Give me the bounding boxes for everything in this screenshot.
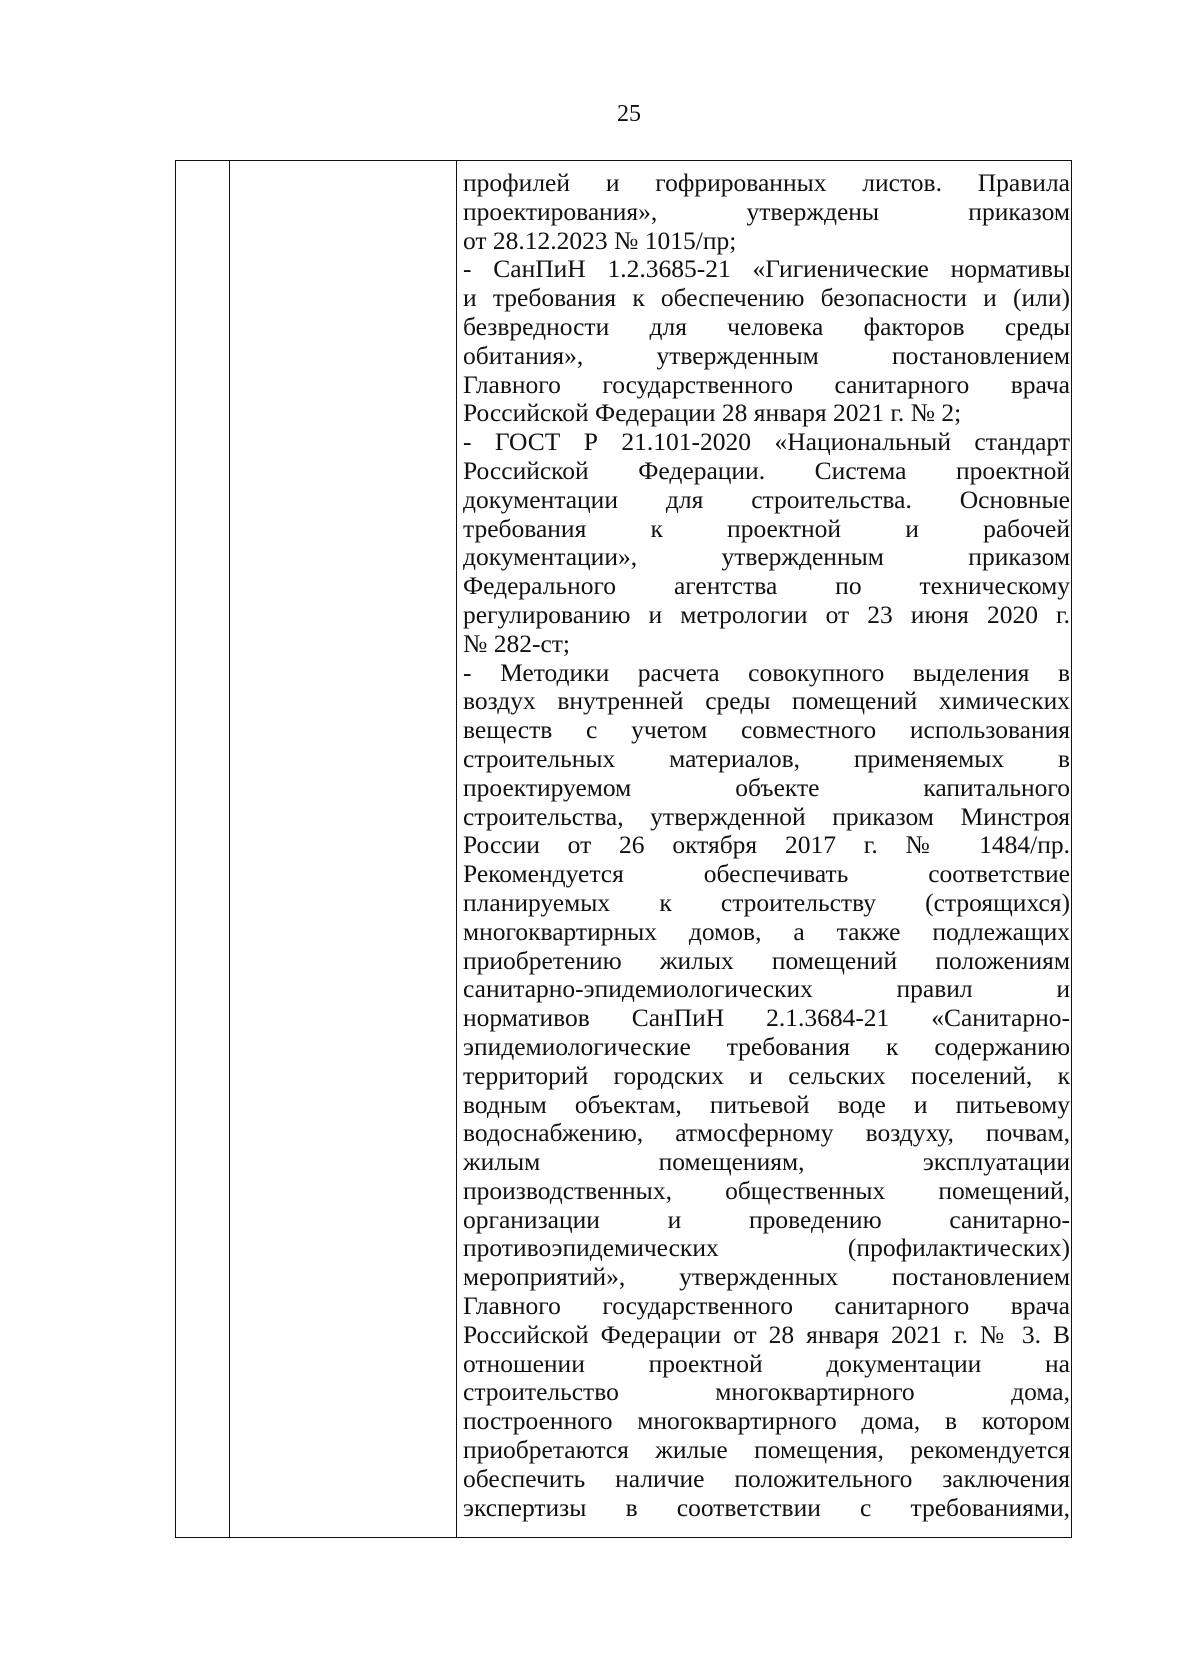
table-cell-text [463,169,1070,1522]
text-line: профилей и гофрированных листов. Правила [463,169,1070,197]
text-line: построенного многоквартирного дома, в котором [463,1407,1070,1436]
text-line: требования к проектной и рабочей [463,514,1070,543]
text-line: и требования к обеспечению безопасности и (или) [463,284,1070,313]
text-line: водоснабжению, атмосферному воздуху, почвам, [463,1119,1070,1148]
text-line: Российской Федерации. Система проектной [463,456,1070,485]
text-line: безвредности для человека факторов среды [463,312,1070,341]
text-line: строительных материалов, применяемых в [463,744,1070,773]
column-divider-1 [229,161,230,1537]
text-line: противоэпидемических (профилактических) [463,1234,1070,1263]
text-line: обеспечить наличие положительного заключения [463,1464,1070,1493]
text-line: Главного государственного санитарного врача [463,370,1070,399]
text-line: № 282-ст; [463,629,570,658]
text-line: - СанПиН 1.2.3685-21 «Гигиенические нормативы [463,255,1070,284]
text-line: документации для строительства. Основные [463,485,1070,514]
text-line: Российской Федерации 28 января 2021 г. № 2; [463,399,962,428]
text-line: проектируемом объекте капитального [463,773,1070,802]
text-line: веществ с учетом совместного использования [463,716,1070,745]
text-line: Рекомендуется обеспечивать соответствие [463,860,1070,889]
text-line: отношении проектной документации на [463,1349,1070,1378]
column-divider-2 [456,161,457,1537]
text-line: воздух внутренней среды помещений химических [463,687,1070,716]
text-line: санитарно-эпидемиологических правил и [463,975,1070,1004]
text-line: организации и проведению санитарно- [463,1205,1070,1234]
text-line: приобретаются жилые помещения, рекомендуется [463,1436,1070,1465]
text-line: Российской Федерации от 28 января 2021 г. № 3. В [463,1320,1070,1349]
text-line: Главного государственного санитарного врача [463,1292,1070,1321]
text-line: нормативов СанПиН 2.1.3684-21 «Санитарно- [463,1004,1070,1033]
text-line: строительства, утвержденной приказом Минстроя [463,802,1070,831]
text-line: Федерального агентства по техническому [463,572,1070,601]
text-line: - ГОСТ Р 21.101-2020 «Национальный стандарт [463,428,1070,457]
text-line: экспертизы в соответствии с требованиями, [463,1493,1070,1522]
text-line: обитания», утвержденным постановлением [463,341,1070,370]
text-line: планируемых к строительству (строящихся) [463,888,1070,917]
text-line: документации», утвержденным приказом [463,543,1070,572]
text-line: водным объектам, питьевой воде и питьевому [463,1090,1070,1119]
text-line: жилым помещениям, эксплуатации [463,1148,1070,1177]
text-line: мероприятий», утвержденных постановлением [463,1263,1070,1292]
text-line: эпидемиологические требования к содержанию [463,1032,1070,1061]
text-line: строительство многоквартирного дома, [463,1378,1070,1407]
text-line: территорий городских и сельских поселений, к [463,1061,1070,1090]
text-line: проектирования», утверждены приказом [463,197,1070,226]
text-line: России от 26 октября 2017 г. № 1484/пр. [463,831,1070,860]
text-line: производственных, общественных помещений, [463,1176,1070,1205]
document-table [175,160,1072,1538]
text-line: от 28.12.2023 № 1015/пр; [463,226,737,255]
page-number: 25 [617,101,641,127]
text-line: регулированию и метрологии от 23 июня 2020 г. [463,600,1070,629]
text-line: - Методики расчета совокупного выделения в [463,658,1070,687]
text-line: многоквартирных домов, а также подлежащих [463,917,1070,946]
text-line: приобретению жилых помещений положениям [463,946,1070,975]
